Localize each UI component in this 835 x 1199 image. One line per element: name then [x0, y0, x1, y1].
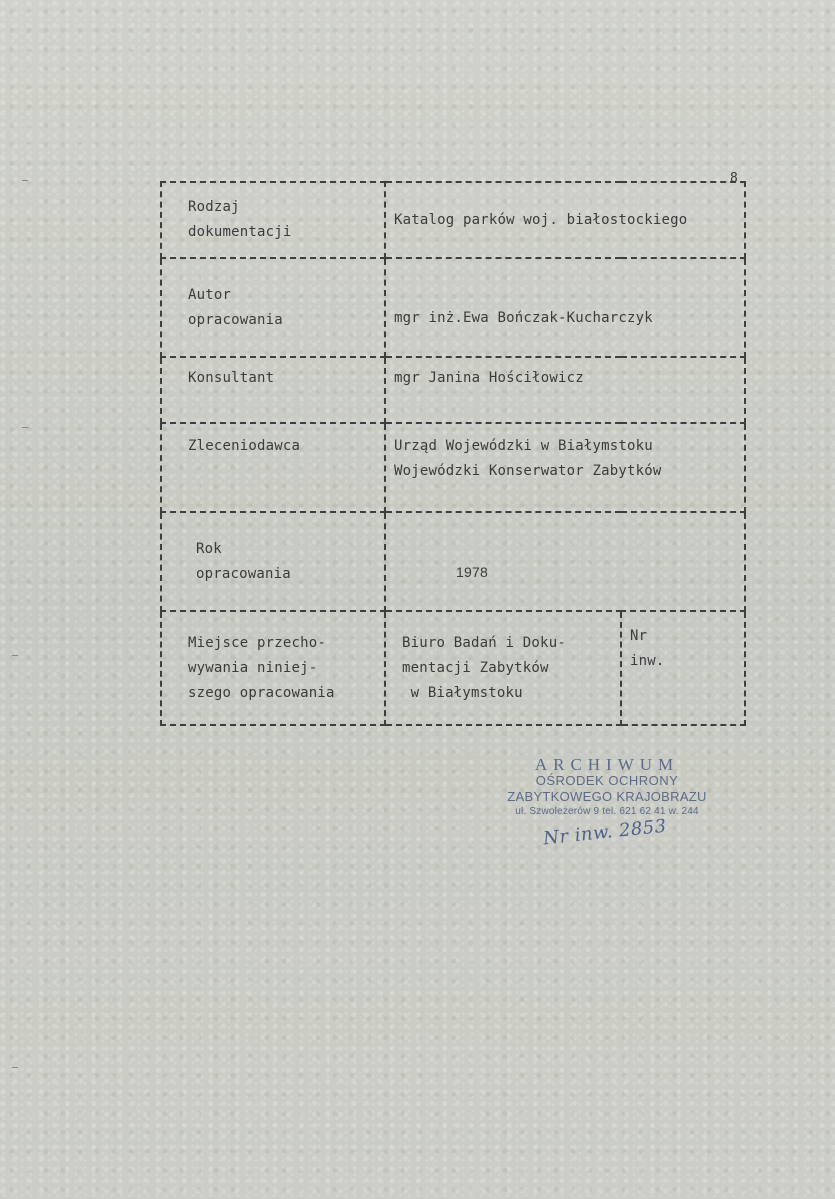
documentation-card — [160, 181, 744, 701]
value-year: 1978 — [385, 512, 745, 611]
label-inventory-number: Nr inw. — [621, 611, 745, 725]
value-author: mgr inż.Ewa Bończak-Kucharczyk — [385, 258, 745, 357]
row-commissioner — [161, 423, 745, 512]
row-consultant — [161, 357, 745, 423]
stamp-line-address: ul. Szwoleżerów 9 tel. 621 62 41 w. 244 — [515, 806, 699, 817]
label-year: Rok opracowania — [161, 512, 385, 611]
value-commissioner: Urząd Wojewódzki w Białymstoku Wojewódzki Konserwator Zabytków — [385, 423, 745, 512]
label-storage-location: Miejsce przecho- wywania niniej- szego opracowania — [161, 611, 385, 725]
handwritten-inventory-number: Nr inw. 2853 — [542, 815, 668, 850]
value-document-type: Katalog parków woj. białostockiego — [385, 182, 745, 258]
label-consultant: Konsultant — [161, 357, 385, 423]
value-storage-location: Biuro Badań i Doku- mentacji Zabytków w Białymstoku — [385, 611, 621, 725]
row-author — [161, 258, 745, 357]
sheet-number: 8 — [730, 171, 738, 186]
row-storage-location — [161, 611, 745, 725]
stamp-line-office: OŚRODEK OCHRONY — [535, 773, 679, 788]
label-author: Autor opracowania — [161, 258, 385, 357]
label-commissioner: Zleceniodawca — [161, 423, 385, 512]
stamp-line-archive: ARCHIWUM — [534, 755, 680, 774]
label-document-type: Rodzaj dokumentacji — [161, 182, 385, 258]
archive-stamp — [497, 755, 717, 817]
documentation-table — [160, 181, 746, 726]
row-year — [161, 512, 745, 611]
row-document-type — [161, 182, 745, 258]
stamp-line-landscape: ZABYTKOWEGO KRAJOBRAZU — [507, 789, 707, 804]
value-consultant: mgr Janina Hościłowicz — [385, 357, 745, 423]
